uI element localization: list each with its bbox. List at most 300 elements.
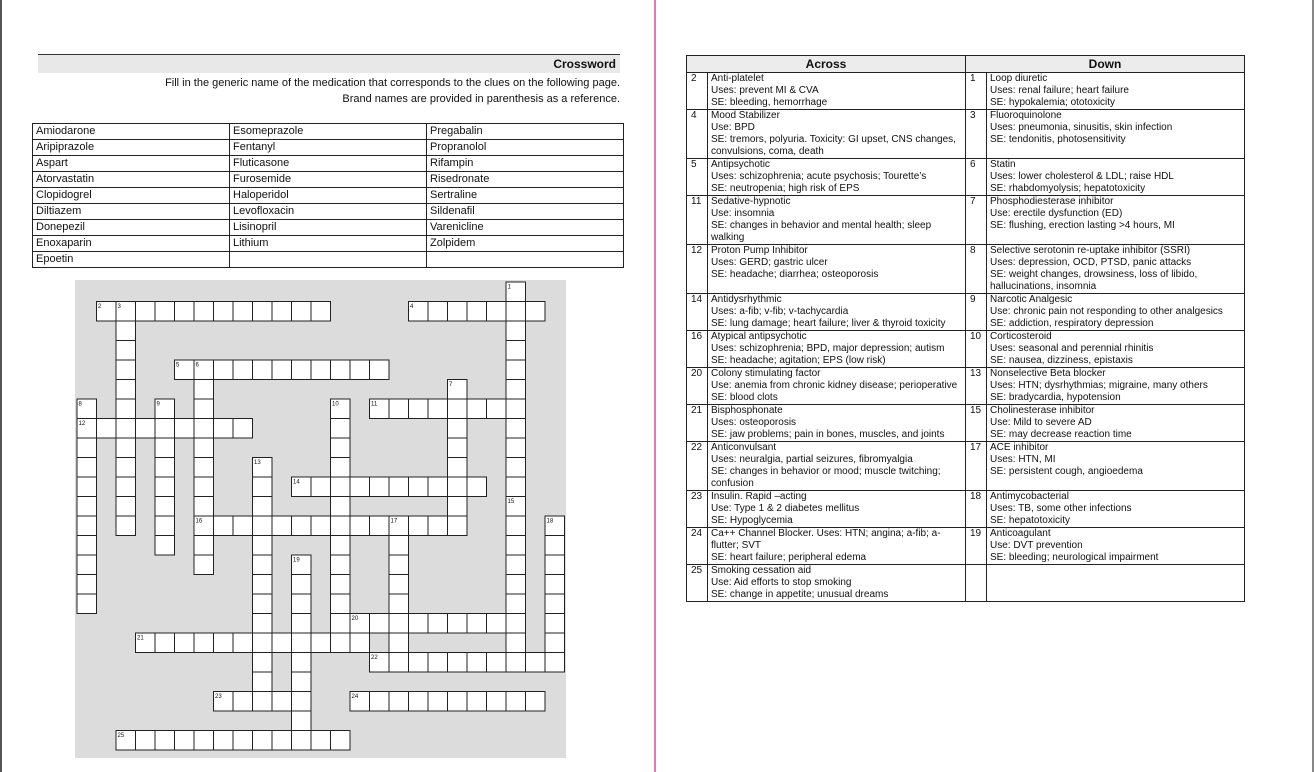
clue-line: Use: BPD (711, 122, 755, 133)
grid-cell[interactable] (116, 341, 136, 361)
grid-cell[interactable] (467, 477, 487, 497)
clue-row (687, 368, 1245, 405)
grid-cell[interactable] (506, 477, 526, 497)
grid-cell[interactable] (506, 458, 526, 478)
grid-cell[interactable] (292, 594, 312, 614)
grid-cell[interactable] (448, 302, 468, 322)
grid-cell[interactable] (253, 575, 273, 595)
grid-cell[interactable] (389, 653, 409, 673)
grid-cell[interactable] (350, 633, 370, 653)
grid-cell[interactable] (506, 399, 526, 419)
clue-line: Ca++ Channel Blocker. Uses: HTN; angina; a-fib; a-flutter; SVT (711, 528, 941, 551)
grid-cell[interactable] (545, 653, 565, 673)
clue-row (687, 331, 1245, 368)
grid-cell[interactable] (409, 692, 429, 712)
grid-cell[interactable] (370, 360, 390, 380)
grid-cell[interactable] (116, 477, 136, 497)
grid-cell[interactable] (370, 516, 390, 536)
grid-cell[interactable] (155, 438, 175, 458)
grid-cell[interactable] (311, 360, 331, 380)
across-clue-text (708, 442, 966, 491)
grid-cell[interactable] (253, 672, 273, 692)
grid-cell[interactable] (194, 458, 214, 478)
grid-cell[interactable] (311, 516, 331, 536)
grid-cell[interactable] (506, 302, 526, 322)
page-divider (654, 0, 656, 772)
clue-line: SE: weight changes, drowsiness, loss of libido, hallucinations, insomnia (990, 269, 1198, 292)
grid-cell[interactable] (116, 458, 136, 478)
grid-cell[interactable] (253, 536, 273, 556)
grid-cell[interactable] (311, 633, 331, 653)
grid-cell[interactable] (467, 653, 487, 673)
across-clue-text (708, 245, 966, 294)
grid-cell[interactable] (506, 536, 526, 556)
grid-cell[interactable] (409, 477, 429, 497)
grid-cell[interactable] (409, 516, 429, 536)
grid-cell[interactable] (389, 614, 409, 634)
grid-cell[interactable] (370, 477, 390, 497)
clue-line: SE: Hypoglycemia (711, 515, 793, 526)
grid-clue-number: 20 (351, 616, 359, 622)
grid-cell[interactable] (116, 321, 136, 341)
word-bank-cell: Pregabalin (427, 124, 624, 140)
clue-line: Antipsychotic (711, 159, 770, 170)
grid-cell[interactable] (136, 302, 156, 322)
grid-cell[interactable] (331, 594, 351, 614)
grid-cell[interactable] (175, 633, 195, 653)
across-clue-text (708, 565, 966, 602)
grid-cell[interactable] (233, 692, 253, 712)
grid-cell[interactable] (253, 555, 273, 575)
grid-cell[interactable] (194, 399, 214, 419)
grid-cell[interactable] (233, 302, 253, 322)
grid-cell[interactable] (428, 653, 448, 673)
grid-cell[interactable] (545, 594, 565, 614)
grid-cell[interactable] (331, 360, 351, 380)
grid-cell[interactable] (506, 633, 526, 653)
grid-cell[interactable] (116, 497, 136, 517)
clue-row (687, 73, 1245, 110)
grid-cell[interactable] (331, 555, 351, 575)
grid-cell[interactable] (545, 575, 565, 595)
grid-cell[interactable] (370, 614, 390, 634)
grid-cell[interactable] (194, 555, 214, 575)
grid-cell[interactable] (253, 614, 273, 634)
grid-cell[interactable] (214, 731, 234, 751)
clue-line: SE: blood clots (711, 392, 778, 403)
down-clue-text (987, 73, 1245, 110)
grid-cell[interactable] (155, 497, 175, 517)
grid-cell[interactable] (292, 575, 312, 595)
grid-cell[interactable] (467, 302, 487, 322)
page-title: Crossword (553, 57, 616, 71)
word-bank-table (32, 123, 624, 268)
grid-cell[interactable] (253, 302, 273, 322)
grid-cell[interactable] (233, 419, 253, 439)
grid-cell[interactable] (77, 458, 97, 478)
across-clue-text (708, 294, 966, 331)
grid-cell[interactable] (526, 302, 546, 322)
clue-line: Cholinesterase inhibitor (990, 405, 1095, 416)
down-clue-number: 13 (966, 368, 987, 405)
grid-cell[interactable] (506, 321, 526, 341)
word-bank-cell: Fentanyl (230, 140, 427, 156)
grid-cell[interactable] (331, 516, 351, 536)
grid-cell[interactable] (194, 477, 214, 497)
grid-cell[interactable] (272, 516, 292, 536)
grid-cell[interactable] (253, 516, 273, 536)
grid-cell[interactable] (487, 399, 507, 419)
crossword-grid-svg (75, 280, 566, 758)
across-clue-number: 22 (687, 442, 708, 491)
grid-cell[interactable] (77, 536, 97, 556)
grid-cell[interactable] (194, 497, 214, 517)
grid-cell[interactable] (545, 633, 565, 653)
grid-cell[interactable] (77, 438, 97, 458)
clue-line: Use: DVT prevention (990, 540, 1083, 551)
down-clue-number: 8 (966, 245, 987, 294)
clue-line: Use: erectile dysfunction (ED) (990, 208, 1123, 219)
grid-cell[interactable] (545, 614, 565, 634)
grid-cell[interactable] (194, 302, 214, 322)
grid-cell[interactable] (448, 458, 468, 478)
across-clue-number: 2 (687, 73, 708, 110)
clue-line: SE: addiction, respiratory depression (990, 318, 1154, 329)
grid-cell[interactable] (526, 692, 546, 712)
word-bank-cell: Atorvastatin (33, 172, 230, 188)
grid-cell[interactable] (331, 477, 351, 497)
clue-line: SE: nausea, dizziness, epistaxis (990, 355, 1133, 366)
word-bank-row (33, 140, 624, 156)
grid-cell[interactable] (292, 516, 312, 536)
grid-cell[interactable] (389, 575, 409, 595)
grid-cell[interactable] (389, 594, 409, 614)
grid-cell[interactable] (506, 419, 526, 439)
grid-cell[interactable] (311, 302, 331, 322)
clue-line: SE: changes in behavior or mood; muscle twitching; confusion (711, 466, 941, 489)
grid-cell[interactable] (448, 477, 468, 497)
across-clue-text (708, 196, 966, 245)
grid-cell[interactable] (233, 516, 253, 536)
grid-cell[interactable] (545, 555, 565, 575)
grid-cell[interactable] (253, 692, 273, 712)
grid-clue-number: 2 (98, 304, 102, 310)
grid-cell[interactable] (155, 419, 175, 439)
down-clue-text (987, 110, 1245, 159)
clue-line: Uses: HTN, MI (990, 454, 1056, 465)
grid-cell[interactable] (487, 302, 507, 322)
clue-line: SE: hepatotoxicity (990, 515, 1071, 526)
word-bank-cell: Risedronate (427, 172, 624, 188)
word-bank-cell: Amiodarone (33, 124, 230, 140)
grid-cell[interactable] (467, 692, 487, 712)
grid-cell[interactable] (292, 633, 312, 653)
grid-cell[interactable] (194, 380, 214, 400)
grid-cell[interactable] (487, 614, 507, 634)
grid-cell[interactable] (77, 555, 97, 575)
across-clue-number: 24 (687, 528, 708, 565)
grid-cell[interactable] (428, 399, 448, 419)
grid-cell[interactable] (389, 536, 409, 556)
grid-cell[interactable] (214, 419, 234, 439)
grid-cell[interactable] (331, 614, 351, 634)
grid-cell[interactable] (253, 360, 273, 380)
grid-cell[interactable] (155, 302, 175, 322)
grid-cell[interactable] (506, 555, 526, 575)
grid-cell[interactable] (506, 575, 526, 595)
clue-line: Selective serotonin re-uptake inhibitor (SSRI) (990, 245, 1191, 256)
grid-cell[interactable] (155, 633, 175, 653)
grid-cell[interactable] (428, 614, 448, 634)
grid-cell[interactable] (448, 438, 468, 458)
grid-cell[interactable] (506, 360, 526, 380)
down-clue-text (987, 528, 1245, 565)
grid-cell[interactable] (214, 360, 234, 380)
clue-line: SE: change in appetite; unusual dreams (711, 589, 889, 600)
grid-cell[interactable] (292, 302, 312, 322)
grid-cell[interactable] (506, 653, 526, 673)
grid-cell[interactable] (292, 692, 312, 712)
grid-cell[interactable] (272, 360, 292, 380)
across-clue-text (708, 110, 966, 159)
grid-cell[interactable] (214, 302, 234, 322)
word-bank-row (33, 172, 624, 188)
grid-cell[interactable] (77, 575, 97, 595)
grid-cell[interactable] (194, 419, 214, 439)
grid-cell[interactable] (214, 633, 234, 653)
grid-cell[interactable] (155, 516, 175, 536)
grid-cell[interactable] (331, 575, 351, 595)
grid-cell[interactable] (350, 516, 370, 536)
grid-cell[interactable] (389, 477, 409, 497)
grid-cell[interactable] (175, 731, 195, 751)
grid-cell[interactable] (77, 477, 97, 497)
clue-line: SE: may decrease reaction time (990, 429, 1132, 440)
grid-clue-number: 1 (507, 284, 511, 291)
grid-cell[interactable] (292, 653, 312, 673)
down-clue-number: 10 (966, 331, 987, 368)
grid-cell[interactable] (428, 516, 448, 536)
grid-cell[interactable] (292, 360, 312, 380)
grid-clue-number: 17 (390, 518, 398, 525)
grid-cell[interactable] (467, 614, 487, 634)
down-clue-number: 9 (966, 294, 987, 331)
down-clue-text (987, 565, 1245, 602)
grid-cell[interactable] (253, 594, 273, 614)
word-bank-cell: Varenicline (427, 220, 624, 236)
grid-cell[interactable] (506, 692, 526, 712)
clue-line: Corticosteroid (990, 331, 1052, 342)
clue-line: Statin (990, 159, 1016, 170)
grid-clue-number: 9 (156, 401, 160, 408)
across-clue-text (708, 159, 966, 196)
down-header: Down (966, 56, 1245, 73)
grid-cell[interactable] (389, 692, 409, 712)
clue-line: Proton Pump Inhibitor (711, 245, 808, 256)
grid-cell[interactable] (97, 419, 117, 439)
clue-line: Anticoagulant (990, 528, 1051, 539)
word-bank-cell: Haloperidol (230, 188, 427, 204)
grid-cell[interactable] (448, 614, 468, 634)
grid-cell[interactable] (175, 302, 195, 322)
grid-cell[interactable] (194, 536, 214, 556)
grid-cell[interactable] (311, 477, 331, 497)
grid-cell[interactable] (272, 633, 292, 653)
grid-cell[interactable] (350, 360, 370, 380)
grid-cell[interactable] (116, 516, 136, 536)
grid-cell[interactable] (292, 731, 312, 751)
grid-cell[interactable] (409, 653, 429, 673)
grid-cell[interactable] (331, 731, 351, 751)
across-clue-text (708, 368, 966, 405)
grid-cell[interactable] (292, 711, 312, 731)
word-bank-cell (427, 252, 624, 268)
grid-cell[interactable] (155, 458, 175, 478)
grid-cell[interactable] (331, 536, 351, 556)
clue-line: Uses: TB, some other infections (990, 503, 1132, 514)
grid-cell[interactable] (253, 633, 273, 653)
grid-cell[interactable] (389, 633, 409, 653)
clue-line: Nonselective Beta blocker (990, 368, 1106, 379)
down-clue-text (987, 442, 1245, 491)
across-clue-text (708, 405, 966, 442)
grid-cell[interactable] (389, 399, 409, 419)
crossword-header-bar (38, 54, 620, 73)
grid-cell[interactable] (448, 497, 468, 517)
grid-cell[interactable] (233, 360, 253, 380)
grid-cell[interactable] (350, 477, 370, 497)
grid-cell[interactable] (409, 614, 429, 634)
grid-clue-number: 13 (254, 460, 261, 466)
grid-cell[interactable] (155, 477, 175, 497)
grid-cell[interactable] (448, 516, 468, 536)
clue-line: Uses: lower cholesterol & LDL; raise HDL (990, 171, 1174, 182)
grid-cell[interactable] (448, 399, 468, 419)
grid-cell[interactable] (253, 653, 273, 673)
grid-cell[interactable] (526, 653, 546, 673)
clue-line: SE: headache; diarrhea; osteoporosis (711, 269, 879, 280)
grid-cell[interactable] (233, 731, 253, 751)
clue-line: Bisphosphonate (711, 405, 783, 416)
grid-cell[interactable] (77, 594, 97, 614)
clue-line: SE: lung damage; heart failure; liver & thyroid toxicity (711, 318, 946, 329)
clue-row (687, 405, 1245, 442)
grid-cell[interactable] (409, 399, 429, 419)
clue-line: Uses: pneumonia, sinusitis, skin infection (990, 122, 1173, 133)
across-clue-number: 14 (687, 294, 708, 331)
grid-cell[interactable] (77, 497, 97, 517)
grid-cell[interactable] (253, 477, 273, 497)
grid-cell[interactable] (155, 731, 175, 751)
grid-cell[interactable] (506, 341, 526, 361)
clue-line: Sedative-hypnotic (711, 196, 791, 207)
grid-clue-number: 3 (117, 304, 121, 310)
grid-cell[interactable] (272, 731, 292, 751)
grid-cell[interactable] (272, 692, 292, 712)
clue-line: Narcotic Analgesic (990, 294, 1073, 305)
grid-cell[interactable] (233, 633, 253, 653)
down-clue-number (966, 565, 987, 602)
grid-cell[interactable] (175, 419, 195, 439)
clue-line: SE: headache; agitation; EPS (low risk) (711, 355, 886, 366)
clue-line: SE: tendonitis, photosensitivity (990, 134, 1126, 145)
grid-cell[interactable] (331, 633, 351, 653)
grid-cell[interactable] (487, 692, 507, 712)
down-clue-number: 19 (966, 528, 987, 565)
grid-clue-number: 25 (117, 733, 125, 739)
grid-cell[interactable] (428, 477, 448, 497)
grid-cell[interactable] (292, 672, 312, 692)
grid-cell[interactable] (389, 555, 409, 575)
grid-cell[interactable] (272, 302, 292, 322)
grid-cell[interactable] (331, 497, 351, 517)
word-bank-cell: Aspart (33, 156, 230, 172)
page-border-left (0, 0, 2, 772)
grid-cell[interactable] (487, 653, 507, 673)
down-clue-number: 15 (966, 405, 987, 442)
grid-cell[interactable] (331, 419, 351, 439)
grid-cell[interactable] (311, 731, 331, 751)
clue-line: Smoking cessation aid (711, 565, 812, 576)
grid-cell[interactable] (448, 653, 468, 673)
grid-cell[interactable] (545, 536, 565, 556)
grid-cell[interactable] (116, 399, 136, 419)
word-bank-row (33, 252, 624, 268)
down-clue-text (987, 368, 1245, 405)
word-bank-cell: Rifampin (427, 156, 624, 172)
grid-cell[interactable] (448, 419, 468, 439)
grid-cell[interactable] (506, 380, 526, 400)
grid-cell[interactable] (428, 302, 448, 322)
grid-cell[interactable] (116, 360, 136, 380)
grid-cell[interactable] (506, 594, 526, 614)
grid-cell[interactable] (331, 458, 351, 478)
grid-cell[interactable] (136, 419, 156, 439)
grid-cell[interactable] (194, 438, 214, 458)
across-clue-number: 20 (687, 368, 708, 405)
clue-row (687, 528, 1245, 565)
grid-cell[interactable] (116, 438, 136, 458)
grid-cell[interactable] (116, 419, 136, 439)
grid-cell[interactable] (448, 692, 468, 712)
grid-clue-number: 18 (546, 518, 554, 525)
clue-line: SE: persistent cough, angioedema (990, 466, 1143, 477)
grid-clue-number: 4 (410, 304, 414, 310)
word-bank-cell: Aripiprazole (33, 140, 230, 156)
grid-cell[interactable] (194, 731, 214, 751)
down-clue-number: 3 (966, 110, 987, 159)
grid-cell[interactable] (506, 614, 526, 634)
grid-cell[interactable] (370, 692, 390, 712)
grid-cell[interactable] (155, 536, 175, 556)
grid-cell[interactable] (136, 731, 156, 751)
grid-cell[interactable] (253, 497, 273, 517)
grid-cell[interactable] (331, 438, 351, 458)
grid-cell[interactable] (77, 516, 97, 536)
grid-cell[interactable] (214, 516, 234, 536)
grid-cell[interactable] (292, 614, 312, 634)
grid-cell[interactable] (253, 731, 273, 751)
grid-cell[interactable] (506, 516, 526, 536)
grid-cell[interactable] (467, 399, 487, 419)
grid-cell[interactable] (506, 438, 526, 458)
clue-line: Uses: HTN; dysrhythmias; migraine, many others (990, 380, 1208, 391)
grid-cell[interactable] (116, 380, 136, 400)
grid-clue-number: 11 (371, 401, 378, 408)
grid-cell[interactable] (428, 692, 448, 712)
grid-cell[interactable] (194, 633, 214, 653)
clue-line: Anticonvulsant (711, 442, 777, 453)
